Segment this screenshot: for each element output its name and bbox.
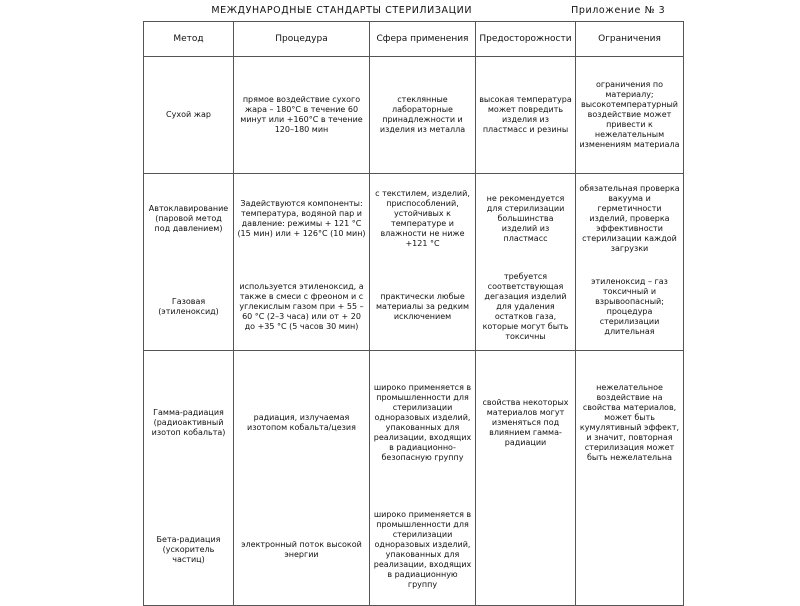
cell-precautions: требуется соответствующая дегазация изделий для удаления остатков газа, которые могут быть токсичны xyxy=(476,264,576,351)
cell-scope: практически любые материалы за редким исключением xyxy=(370,264,476,351)
cell-procedure: используется этиленоксид, а также в смеси с фреоном и с углекислым газом при + 55 – 60 °С (2–3 часа) или от + 20 до +35 °С (5 часов 30 мин) xyxy=(234,264,370,351)
cell-method: Бета-радиация (ускоритель частиц) xyxy=(144,495,234,606)
cell-scope: широко применяется в промышленности для стерилизации одноразовых изделий, упакованных для реализации, входящих в радиационно-безопасную группу xyxy=(370,351,476,496)
cell-procedure: прямое воздействие сухого жара – 180°С в течение 60 минут или +160°С в течение 120–180 мин xyxy=(234,57,370,174)
header-procedure: Процедура xyxy=(234,22,370,57)
cell-precautions: не рекомендуется для стерилизации большинства изделий из пластмасс xyxy=(476,174,576,265)
table-row-beta xyxy=(144,495,684,606)
appendix-label: Приложение № 3 xyxy=(571,4,666,16)
cell-method: Сухой жар xyxy=(144,57,234,174)
cell-method: Газовая (этиленоксид) xyxy=(144,264,234,351)
title-row xyxy=(144,0,684,22)
table-row-gamma xyxy=(144,351,684,496)
cell-limitations: нежелательное воздействие на свойства материалов, может быть кумулятивный эффект, и значит, повторная стерилизация может быть нежелательна xyxy=(576,351,684,496)
cell-limitations xyxy=(576,495,684,606)
cell-procedure: электронный поток высокой энергии xyxy=(234,495,370,606)
cell-procedure: радиация, излучаемая изотопом кобальта/цезия xyxy=(234,351,370,496)
table-row-dry-heat xyxy=(144,57,684,174)
cell-scope: стеклянные лабораторные принадлежности и изделия из металла xyxy=(370,57,476,174)
cell-scope: широко применяется в промышленности для стерилизации одноразовых изделий, упакованных для реализации, входящих в радиационную группу xyxy=(370,495,476,606)
header-precautions: Предосторожности xyxy=(476,22,576,57)
cell-limitations: ограничения по материалу; высокотемпературный воздействие может привести к нежелательным изменениям материала xyxy=(576,57,684,174)
cell-limitations: обязательная проверка вакуума и герметичности изделий, проверка эффективности стерилизации каждой загрузки xyxy=(576,174,684,265)
cell-limitations: этиленоксид – газ токсичный и взрывоопасный; процедура стерилизации длительная xyxy=(576,264,684,351)
document-page xyxy=(143,0,683,600)
header-method: Метод xyxy=(144,22,234,57)
cell-method: Автоклавирование (паровой метод под давлением) xyxy=(144,174,234,265)
cell-scope: с текстилем, изделий, приспособлений, устойчивых к температуре и влажности не ниже +121 °С xyxy=(370,174,476,265)
title-cell xyxy=(144,0,684,22)
header-scope: Сфера применения xyxy=(370,22,476,57)
cell-procedure: Задействуются компоненты: температура, водяной пар и давление: режимы + 121 °С (15 мин) или + 126°С (10 мин) xyxy=(234,174,370,265)
sterilization-standards-table xyxy=(143,0,684,606)
table-row-gas xyxy=(144,264,684,351)
cell-precautions: высокая температура может повредить изделия из пластмасс и резины xyxy=(476,57,576,174)
table-row-autoclave xyxy=(144,174,684,265)
table-header-row xyxy=(144,22,684,57)
cell-method: Гамма-радиация (радиоактивный изотоп кобальта) xyxy=(144,351,234,496)
header-limitations: Ограничения xyxy=(576,22,684,57)
cell-precautions xyxy=(476,495,576,606)
cell-precautions: свойства некоторых материалов могут изменяться под влиянием гамма-радиации xyxy=(476,351,576,496)
document-title: МЕЖДУНАРОДНЫЕ СТАНДАРТЫ СТЕРИЛИЗАЦИИ xyxy=(211,4,473,16)
